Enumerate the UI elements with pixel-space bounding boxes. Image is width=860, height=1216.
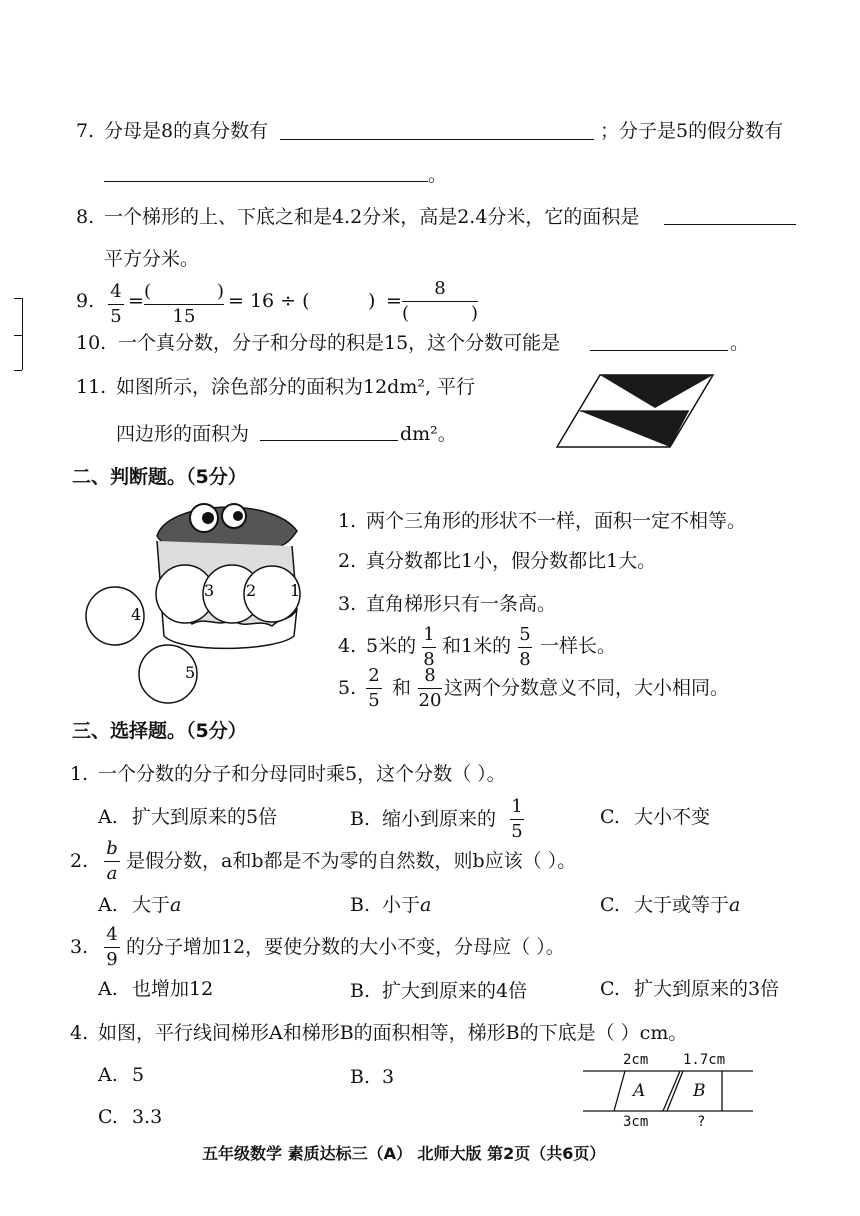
q7-number: 7. [76,120,95,142]
mc-2-number: 2. [70,850,89,872]
judge-5-number: 5. [338,677,357,699]
clam-pupil-left [202,512,214,524]
q9-division: = 16 ÷ ( [228,290,310,312]
q7-answer-line-1[interactable] [280,139,594,140]
section-3-title: 三、选择题。（5分） [72,720,247,742]
mc-2-fraction: b a [104,840,120,883]
mc-3-text: 的分子增加12，要使分数的大小不变，分母应（ ）。 [126,936,565,958]
judge-3-number: 3. [338,593,357,615]
pearl-label-1: 1 [290,581,301,600]
mc-4-option-b-label[interactable]: B. [350,1066,371,1088]
q9-fraction-2[interactable]: ( ) 15 [144,281,224,327]
mc-1-number: 1. [70,763,89,785]
q10-number: 10. [76,332,107,354]
trap-bottom-b-label: ? [697,1114,706,1130]
judge-2-text: 真分数都比1小，假分数都比1大。 [366,550,657,572]
judge-4-text-b: 和1米的 [442,635,512,657]
pearl-label-5: 5 [185,663,196,682]
judge-5-text-a: 和 [392,677,412,699]
q7-text-a: 分母是8的真分数有 [104,120,269,142]
trap-bottom-a-label: 3cm [623,1114,649,1130]
q11-answer-line[interactable] [260,440,398,441]
mc-1-option-b-text[interactable]: 缩小到原来的 [382,808,497,830]
q9-blank-close[interactable]: ) [368,290,376,312]
trap-a-label: A [633,1081,646,1101]
q9-number: 9. [76,290,95,312]
mc-1-option-c-text[interactable]: 大小不变 [634,806,711,828]
judge-4-text-a: 5米的 [366,635,417,657]
mc-2-option-c-label[interactable]: C. [600,894,620,916]
mc-3-option-a-text[interactable]: 也增加12 [132,978,214,1000]
page-footer: 五年级数学 素质达标三（A） 北师大版 第2页（共6页） [202,1144,606,1163]
q9-equals-3: = [386,290,402,312]
mc-2-text: 是假分数，a和b都是不为零的自然数，则b应该（ ）。 [126,850,577,872]
q8-number: 8. [76,206,95,228]
judge-5-fraction-2: 8 20 [418,665,442,711]
pearl-label-2: 2 [246,581,257,600]
q11-unit: dm²。 [400,423,457,445]
trap-top-a-label: 2cm [623,1052,649,1068]
binding-mark [14,298,23,370]
mc-1-option-a-text[interactable]: 扩大到原来的5倍 [132,806,278,828]
mc-4-option-c-label[interactable]: C. [98,1106,118,1128]
mc-2-option-c-text[interactable]: 大于或等于a [634,894,741,916]
q7-end: 。 [428,164,448,186]
judge-4-fraction-2: 5 8 [519,624,531,670]
mc-2-option-b-text[interactable]: 小于a [382,894,432,916]
mc-4-option-c-text[interactable]: 3.3 [132,1106,163,1128]
binding-tick [14,298,22,299]
mc-3-option-b-label[interactable]: B. [350,980,371,1002]
trap-a-right [663,1071,680,1111]
mc-1-option-b-fraction: 1 5 [511,796,523,842]
mc-1-option-c-label[interactable]: C. [600,806,620,828]
mc-3-option-c-text[interactable]: 扩大到原来的3倍 [634,978,780,1000]
mc-4-text: 如图，平行线间梯形A和梯形B的面积相等，梯形B的下底是（ ）cm。 [98,1022,688,1044]
trapezoid-figure [583,1050,755,1132]
mc-4-option-a-text[interactable]: 5 [132,1064,145,1086]
mc-3-option-a-label[interactable]: A. [98,978,118,1000]
judge-5-text-b: 这两个分数意义不同，大小相同。 [444,677,730,699]
q10-end: 。 [730,332,750,354]
pearl-label-3: 3 [204,581,215,600]
binding-tick [14,370,22,371]
binding-tick [14,335,22,336]
section-2-title: 二、判断题。（5分） [72,466,247,488]
mc-4-number: 4. [70,1022,89,1044]
trap-b-left [667,1071,683,1111]
mc-3-option-b-text[interactable]: 扩大到原来的4倍 [382,980,528,1002]
judge-3-text: 直角梯形只有一条高。 [366,593,557,615]
q9-fraction-1: 4 5 [108,283,124,326]
mc-4-option-b-text[interactable]: 3 [382,1066,395,1088]
judge-5-fraction-1: 2 5 [366,667,382,710]
mc-4-option-a-label[interactable]: A. [98,1064,118,1086]
q10-answer-line[interactable] [590,350,728,351]
q9-equals-1: = [128,290,144,312]
mc-1-text: 一个分数的分子和分母同时乘5，这个分数（ ）。 [98,763,506,785]
q8-line2: 平方分米。 [104,248,200,270]
q7-answer-line-2[interactable] [104,181,428,182]
mc-3-number: 3. [70,936,89,958]
mc-2-option-a-label[interactable]: A. [98,894,118,916]
q11-text: 如图所示，涂色部分的面积为12dm², 平行 [116,376,476,398]
judge-1-number: 1. [338,510,357,532]
mc-3-option-c-label[interactable]: C. [600,978,620,1000]
judge-4-text-c: 一样长。 [540,635,617,657]
q9-fraction-3[interactable]: 8 ( ) [402,278,478,324]
pearl-label-4: 4 [131,605,142,624]
judge-4-number: 4. [338,635,357,657]
shaded-triangle-bottom [580,411,689,447]
judge-1-text: 两个三角形的形状不一样，面积一定不相等。 [366,510,747,532]
clam-illustration [82,496,322,706]
mc-1-option-a-label[interactable]: A. [98,806,118,828]
q7-text-b: ；分子是5的假分数有 [600,120,784,142]
q11-number: 11. [76,376,107,398]
q10-text: 一个真分数，分子和分母的积是15，这个分数可能是 [118,332,561,354]
q8-answer-line[interactable] [664,224,796,225]
mc-3-fraction: 4 9 [104,926,120,969]
mc-2-option-a-text[interactable]: 大于a [132,894,182,916]
parallelogram-figure [555,370,720,452]
q11-line2: 四边形的面积为 [116,423,250,445]
mc-1-option-b-label[interactable]: B. [350,808,371,830]
judge-4-fraction-1: 1 8 [423,624,435,670]
trap-top-b-label: 1.7cm [683,1052,726,1068]
clam-pupil-right [233,511,243,521]
mc-2-option-b-label[interactable]: B. [350,894,371,916]
judge-2-number: 2. [338,550,357,572]
q8-text: 一个梯形的上、下底之和是4.2分米，高是2.4分米，它的面积是 [104,206,640,228]
trap-b-label: B [693,1081,706,1101]
trap-a-left [614,1071,625,1111]
